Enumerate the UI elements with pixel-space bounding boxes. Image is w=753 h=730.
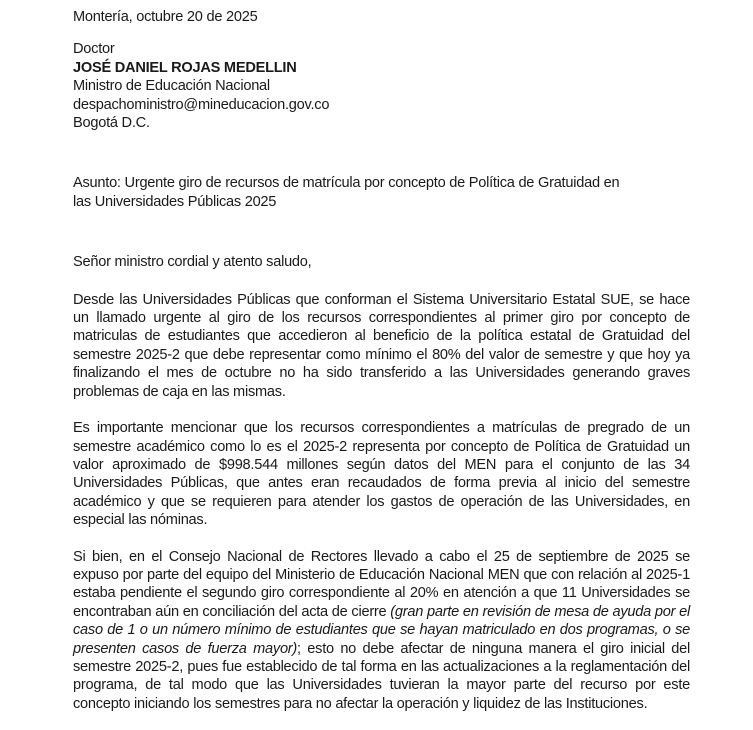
paragraph-3-italic-note: (gran parte en revisión de mesa de ayuda por el caso de 1 o un número mínimo de estudiantes que se hayan matriculado en dos programas, o se presenten casos de fuerza mayor) — [73, 603, 690, 657]
letter-page — [73, 8, 690, 713]
recipient-email: despachoministro@mineducacion.gov.co — [73, 96, 330, 113]
recipient-block — [73, 40, 690, 132]
recipient-title: Doctor — [73, 41, 115, 58]
place-date: Montería, octubre 20 de 2025 — [73, 9, 258, 25]
greeting: Señor ministro cordial y atento saludo, — [73, 254, 312, 271]
body-paragraph-3 — [73, 548, 690, 714]
body-paragraph-1: Desde las Universidades Públicas que conforman el Sistema Universitario Estatal SUE, se hace un llamado urgente al giro de los recursos correspondientes al primer giro por concepto de matriculas de estudiantes que accedieron al beneficio de la política estatal de Gratuidad del semestre 2025-2 que debe representar como mínimo el 80% del valor de semestre y que hoy ya finalizando el mes de octubre no ha sido transferido a las Universidades generando graves problemas de caja en las mismas. — [73, 291, 690, 400]
subject-line: Asunto: Urgente giro de recursos de matrícula por concepto de Política de Gratuidad en las Universidades Públicas 2025 — [73, 175, 620, 210]
body-paragraph-2: Es importante mencionar que los recursos correspondientes a matrículas de pregrado de un semestre académico como lo es el 2025-2 representa por concepto de Política de Gratuidad un valor aproximado de $998.544 millones según datos del MEN para el conjunto de las 34 Universidades Públicas, que antes eran recaudados de forma previa al inicio del semestre académico y que se requieren para atender los gastos de operación de las Universidades, en especial las nóminas. — [73, 420, 690, 529]
recipient-city: Bogotá D.C. — [73, 115, 150, 132]
recipient-position: Ministro de Educación Nacional — [73, 78, 270, 95]
paragraph-3-text-before: Si bien, en el Consejo Nacional de Rectores llevado a cabo el 25 de septiembre de 2025 se expuso por parte del equipo del Ministerio de Educación Nacional MEN que con relación al 2025-1 estaba pendiente el segundo giro correspondiente al 20% en atención a que 11 Universidades se encontraban aún en conciliación del acta de cierre — [73, 548, 690, 620]
recipient-name: JOSÉ DANIEL ROJAS MEDELLIN — [73, 59, 297, 76]
paragraph-3-text-after: ; esto no debe afectar de ninguna manera el giro inicial del semestre 2025-2, pues fue establecido de tal forma en las actualizaciones a la reglamentación del programa, de tal modo que las Universidades tuvieran la mayor parte del recurso por este concepto iniciando los semestres para no afectar la operación y liquidez de las Instituciones. — [73, 640, 690, 712]
